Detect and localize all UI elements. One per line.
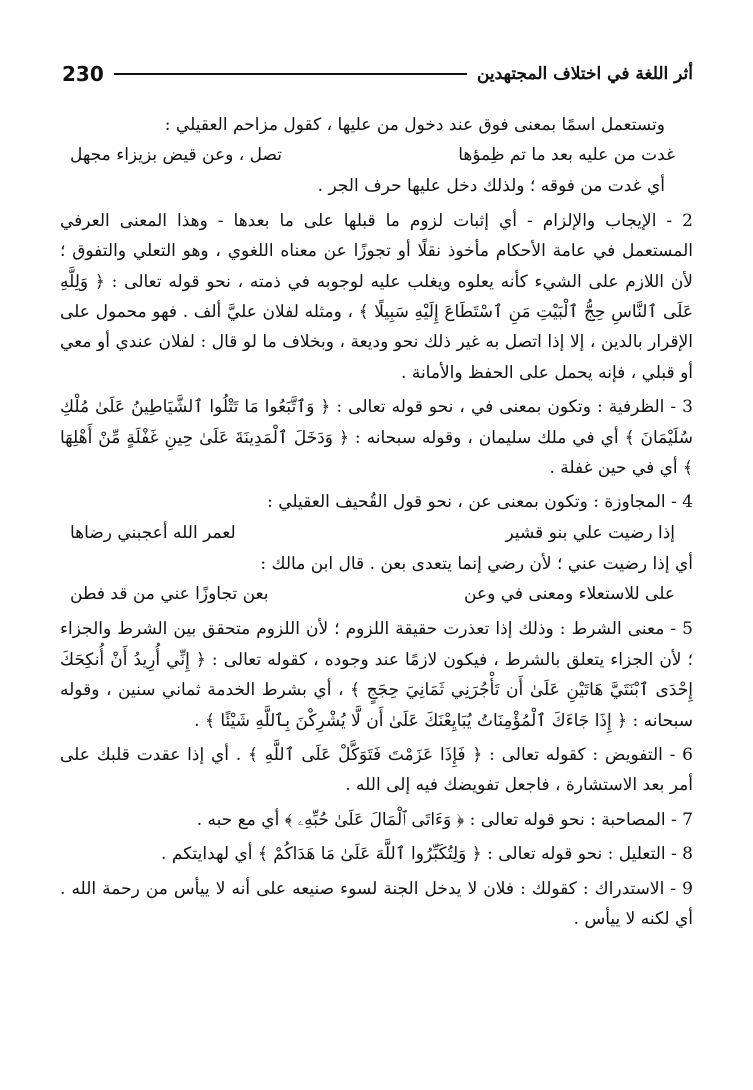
numbered-paragraph: 3 - الظرفية : وتكون بمعنى في ، نحو قوله تعالى : ﴿ وَٱتَّبَعُوا مَا تَتْلُوا ٱلشَّيَاطِينُ عَلَىٰ مُلْكِ سُلَيْمَانَ ﴾ أي في ملك سليمان ، وقوله سبحانه : ﴿ وَدَخَلَ ٱلْمَدِينَةَ عَلَىٰ حِينِ غَفْلَةٍ مِّنْ أَهْلِهَا ﴾ أي في حين غفلة . <box>60 397 693 479</box>
poetry-verse <box>60 518 693 549</box>
numbered-paragraph: 5 - معنى الشرط : وذلك إذا تعذرت حقيقة اللزوم ؛ لأن اللزوم متحقق بين الشرط والجزاء ؛ لأن الجزاء يتعلق بالشرط ، فيكون لازمًا عند وجوده ، كقوله تعالى : ﴿ إِنِّي أُرِيدُ أَنْ أُنكِحَكَ إِحْدَى ٱبْنَتَيَّ هَاتَيْنِ عَلَىٰ أَن تَأْجُرَنِي ثَمَانِيَ حِجَجٍ ﴾ ، أي بشرط الخدمة ثماني سنين ، وقوله سبحانه : ﴿ إِذَا جَاءَكَ ٱلْمُؤْمِنَاتُ يُبَايِعْنَكَ عَلَىٰ أَن لَّا يُشْرِكْنَ بِٱللَّهِ شَيْئًا ﴾ . <box>60 619 693 731</box>
verse-first-hemistich: غدت من عليه بعد ما تم ظِمؤها <box>458 145 675 166</box>
page-number: 230 <box>62 62 104 86</box>
numbered-paragraph: 8 - التعليل : نحو قوله تعالى : ﴿ وَلِتُكَبِّرُوا ٱللَّهَ عَلَىٰ مَا هَدَاكُمْ ﴾ أي لهدايتكم . <box>161 844 693 865</box>
numbered-paragraph: 7 - المصاحبة : نحو قوله تعالى : ﴿ وَءَاتَى ٱلْمَالَ عَلَىٰ حُبِّهِۦ ﴾ أي مع حبه . <box>196 809 693 830</box>
verse-second-hemistich: لعمر الله أعجبني رضاها <box>70 522 236 543</box>
running-title: أثر اللغة في اختلاف المجتهدين <box>476 64 693 84</box>
paragraph: أي غدت من فوقه ؛ ولذلك دخل عليها حرف الجر . <box>317 176 665 197</box>
poetry-verse <box>60 579 693 610</box>
numbered-paragraph: 2 - الإيجاب والإلزام - أي إثبات لزوم ما قبلها على ما بعدها - وهذا المعنى العرفي المستعمل في عامة الأحكام مأخوذ نقلًا أو تجوزًا عن معناه اللغوي ، وهو التعلي والتفوق ؛ لأن اللازم على الشيء كأنه يعلوه ويغلب عليه لوجوبه في ذمته ، نحو قوله تعالى : ﴿ وَلِلَّهِ عَلَى ٱلنَّاسِ حِجُّ ٱلْبَيْتِ مَنِ ٱسْتَطَاعَ إِلَيْهِ سَبِيلًا ﴾ ، ومثله لفلان عليَّ ألف . فهو محمول على الإقرار بالدين ، إلا إذا اتصل به غير ذلك نحو وديعة ، وبخلاف ما لو قال : لفلان عندي أو معي أو قبلي ، فإنه يحمل على الحفظ والأمانة . <box>60 210 693 383</box>
poetry-verse <box>60 140 693 171</box>
verse-first-hemistich: على للاستعلاء ومعنى في وعن <box>464 584 675 605</box>
verse-second-hemistich: تصل ، وعن قيض بزيزاء مجهل <box>70 145 282 166</box>
verse-second-hemistich: بعن تجاوزًا عني من قد فطن <box>70 584 269 605</box>
numbered-paragraph: 9 - الاستدراك : كقولك : فلان لا يدخل الجنة لسوء صنيعه على أنه لا ييأس من رحمة الله . أي لكنه لا ييأس . <box>60 878 693 929</box>
numbered-paragraph: 4 - المجاوزة : وتكون بمعنى عن ، نحو قول القُحيف العقيلي : <box>267 492 693 513</box>
header-rule <box>114 73 467 75</box>
paragraph: وتستعمل اسمًا بمعنى فوق عند دخول من عليها ، كقول مزاحم العقيلي : <box>164 115 665 135</box>
page-body <box>60 110 693 934</box>
paragraph: أي إذا رضيت عني ؛ لأن رضي إنما يتعدى بعن . قال ابن مالك : <box>260 553 693 574</box>
page-header <box>62 58 693 90</box>
verse-first-hemistich: إذا رضيت علي بنو قشير <box>505 522 675 543</box>
numbered-paragraph: 6 - التفويض : كقوله تعالى : ﴿ فَإِذَا عَزَمْتَ فَتَوَكَّلْ عَلَى ٱللَّهِ ﴾ . أي إذا عقدت قلبك على أمر بعد الاستشارة ، فاجعل تفويضك فيه إلى الله . <box>60 744 693 796</box>
